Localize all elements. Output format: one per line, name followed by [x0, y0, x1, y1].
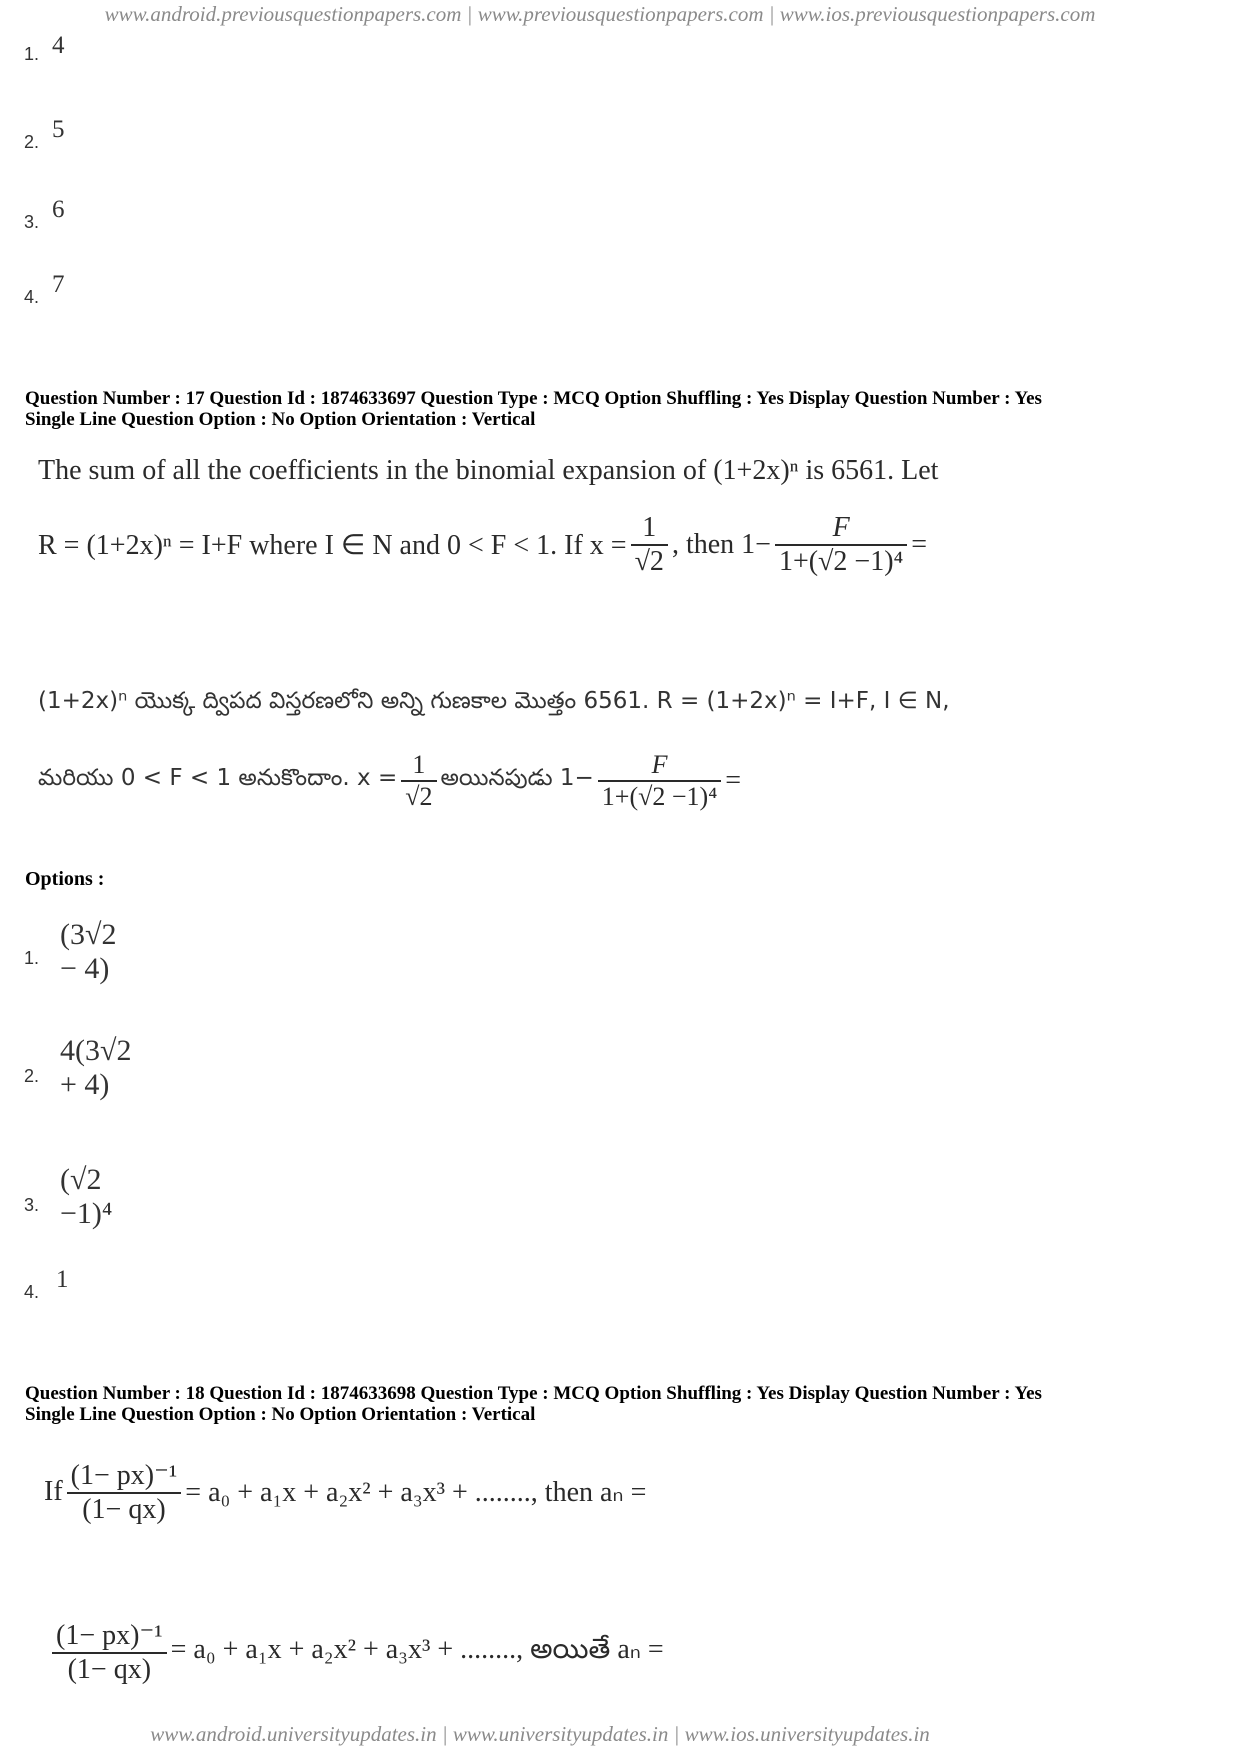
- q17-x-fraction: [631, 512, 668, 578]
- q18-meta-line1: Question Number : 18 Question Id : 1874633698 Question Type : MCQ Option Shuffling : Yes Display Question Number : Yes: [25, 1383, 1042, 1404]
- option-value: (√2 −1)⁴: [60, 1163, 113, 1230]
- option-number: 2.: [24, 132, 40, 152]
- q18-fraction: [67, 1458, 182, 1526]
- q17-en-then: , then 1−: [671, 529, 771, 560]
- watermark-top: www.android.previousquestionpapers.com | www.previousquestionpapers.com | www.ios.previousquestionpapers.com: [104, 2, 1096, 26]
- option-value: 7: [52, 271, 65, 298]
- option-value: 6: [52, 196, 65, 223]
- fraction-numerator: (1− px)⁻¹: [56, 1620, 163, 1651]
- option-value: 4: [52, 32, 65, 59]
- q18-english-line: [44, 1458, 646, 1526]
- option-number: 1.: [24, 44, 40, 64]
- q17-en-line2-text: R = (1+2x)ⁿ = I+F where I ∈ N and 0 < F < 1. If x =: [38, 530, 627, 561]
- q17-meta-line2: Single Line Question Option : No Option Orientation : Vertical: [25, 409, 536, 430]
- q17-equals: =: [911, 529, 928, 560]
- option-number: 4.: [24, 287, 40, 307]
- q17-meta: [25, 388, 1042, 430]
- fraction-numerator: (1− px)⁻¹: [70, 1460, 178, 1491]
- q18-telugu-line: [48, 1618, 664, 1686]
- q18-te-rhs: = a₀ + a₁x + a₂x² + a₃x³ + ........, అయితే aₙ =: [170, 1634, 664, 1665]
- fraction-denominator: 1+(√2 −1)⁴: [775, 544, 907, 578]
- option-value: 5: [52, 116, 65, 143]
- q17-te-x-fraction: [401, 750, 436, 812]
- fraction-denominator: (1− qx): [52, 1652, 167, 1686]
- q18-if: If: [44, 1476, 63, 1507]
- q18-en-rhs: = a₀ + a₁x + a₂x² + a₃x³ + ........, then aₙ =: [185, 1477, 647, 1508]
- q18-meta: [25, 1383, 1042, 1425]
- q17-te-equals: =: [725, 765, 742, 796]
- option-value: 4(3√2 + 4): [60, 1034, 132, 1101]
- option-number: 1.: [24, 948, 40, 968]
- q17-te-F-fraction: [598, 750, 721, 812]
- fraction-denominator: √2: [401, 780, 436, 812]
- q17-telugu-line1: (1+2x)ⁿ యొక్క ద్విపద విస్తరణలోని అన్ని గుణకాల మొత్తం 6561. R = (1+2x)ⁿ = I+F, I ∈ N,: [38, 688, 950, 714]
- q18-te-fraction: [52, 1618, 167, 1686]
- q17-english-line1: The sum of all the coefficients in the binomial expansion of (1+2x)ⁿ is 6561. Let: [38, 455, 939, 486]
- fraction-denominator: 1+(√2 −1)⁴: [598, 780, 721, 812]
- fraction-numerator: 1: [412, 750, 426, 779]
- fraction-numerator: 1: [642, 512, 657, 543]
- fraction-numerator: F: [651, 750, 668, 779]
- q17-telugu-line2: [38, 750, 741, 812]
- q17-options-label: Options :: [25, 868, 105, 890]
- option-number: 4.: [24, 1282, 40, 1302]
- option-value: 1: [56, 1266, 69, 1293]
- option-number: 3.: [24, 212, 40, 232]
- option-number: 3.: [24, 1195, 40, 1215]
- q17-meta-line1: Question Number : 17 Question Id : 1874633697 Question Type : MCQ Option Shuffling : Yes Display Question Number : Yes: [25, 388, 1042, 409]
- option-number: 2.: [24, 1066, 40, 1086]
- q17-te-ayinapudu: అయినపుడు 1−: [440, 765, 594, 791]
- q18-meta-line2: Single Line Question Option : No Option Orientation : Vertical: [25, 1404, 536, 1425]
- q17-F-fraction: [775, 512, 907, 578]
- fraction-numerator: F: [832, 512, 850, 543]
- option-value: (3√2 − 4): [60, 918, 117, 985]
- q17-english-line2: [38, 512, 927, 578]
- watermark-bottom: www.android.universityupdates.in | www.universityupdates.in | www.ios.universityupdates.in: [150, 1722, 930, 1746]
- fraction-denominator: √2: [631, 544, 668, 578]
- fraction-denominator: (1− qx): [67, 1492, 182, 1526]
- q17-te-line2-text: మరియు 0 < F < 1 అనుకొందాం. x =: [38, 765, 398, 791]
